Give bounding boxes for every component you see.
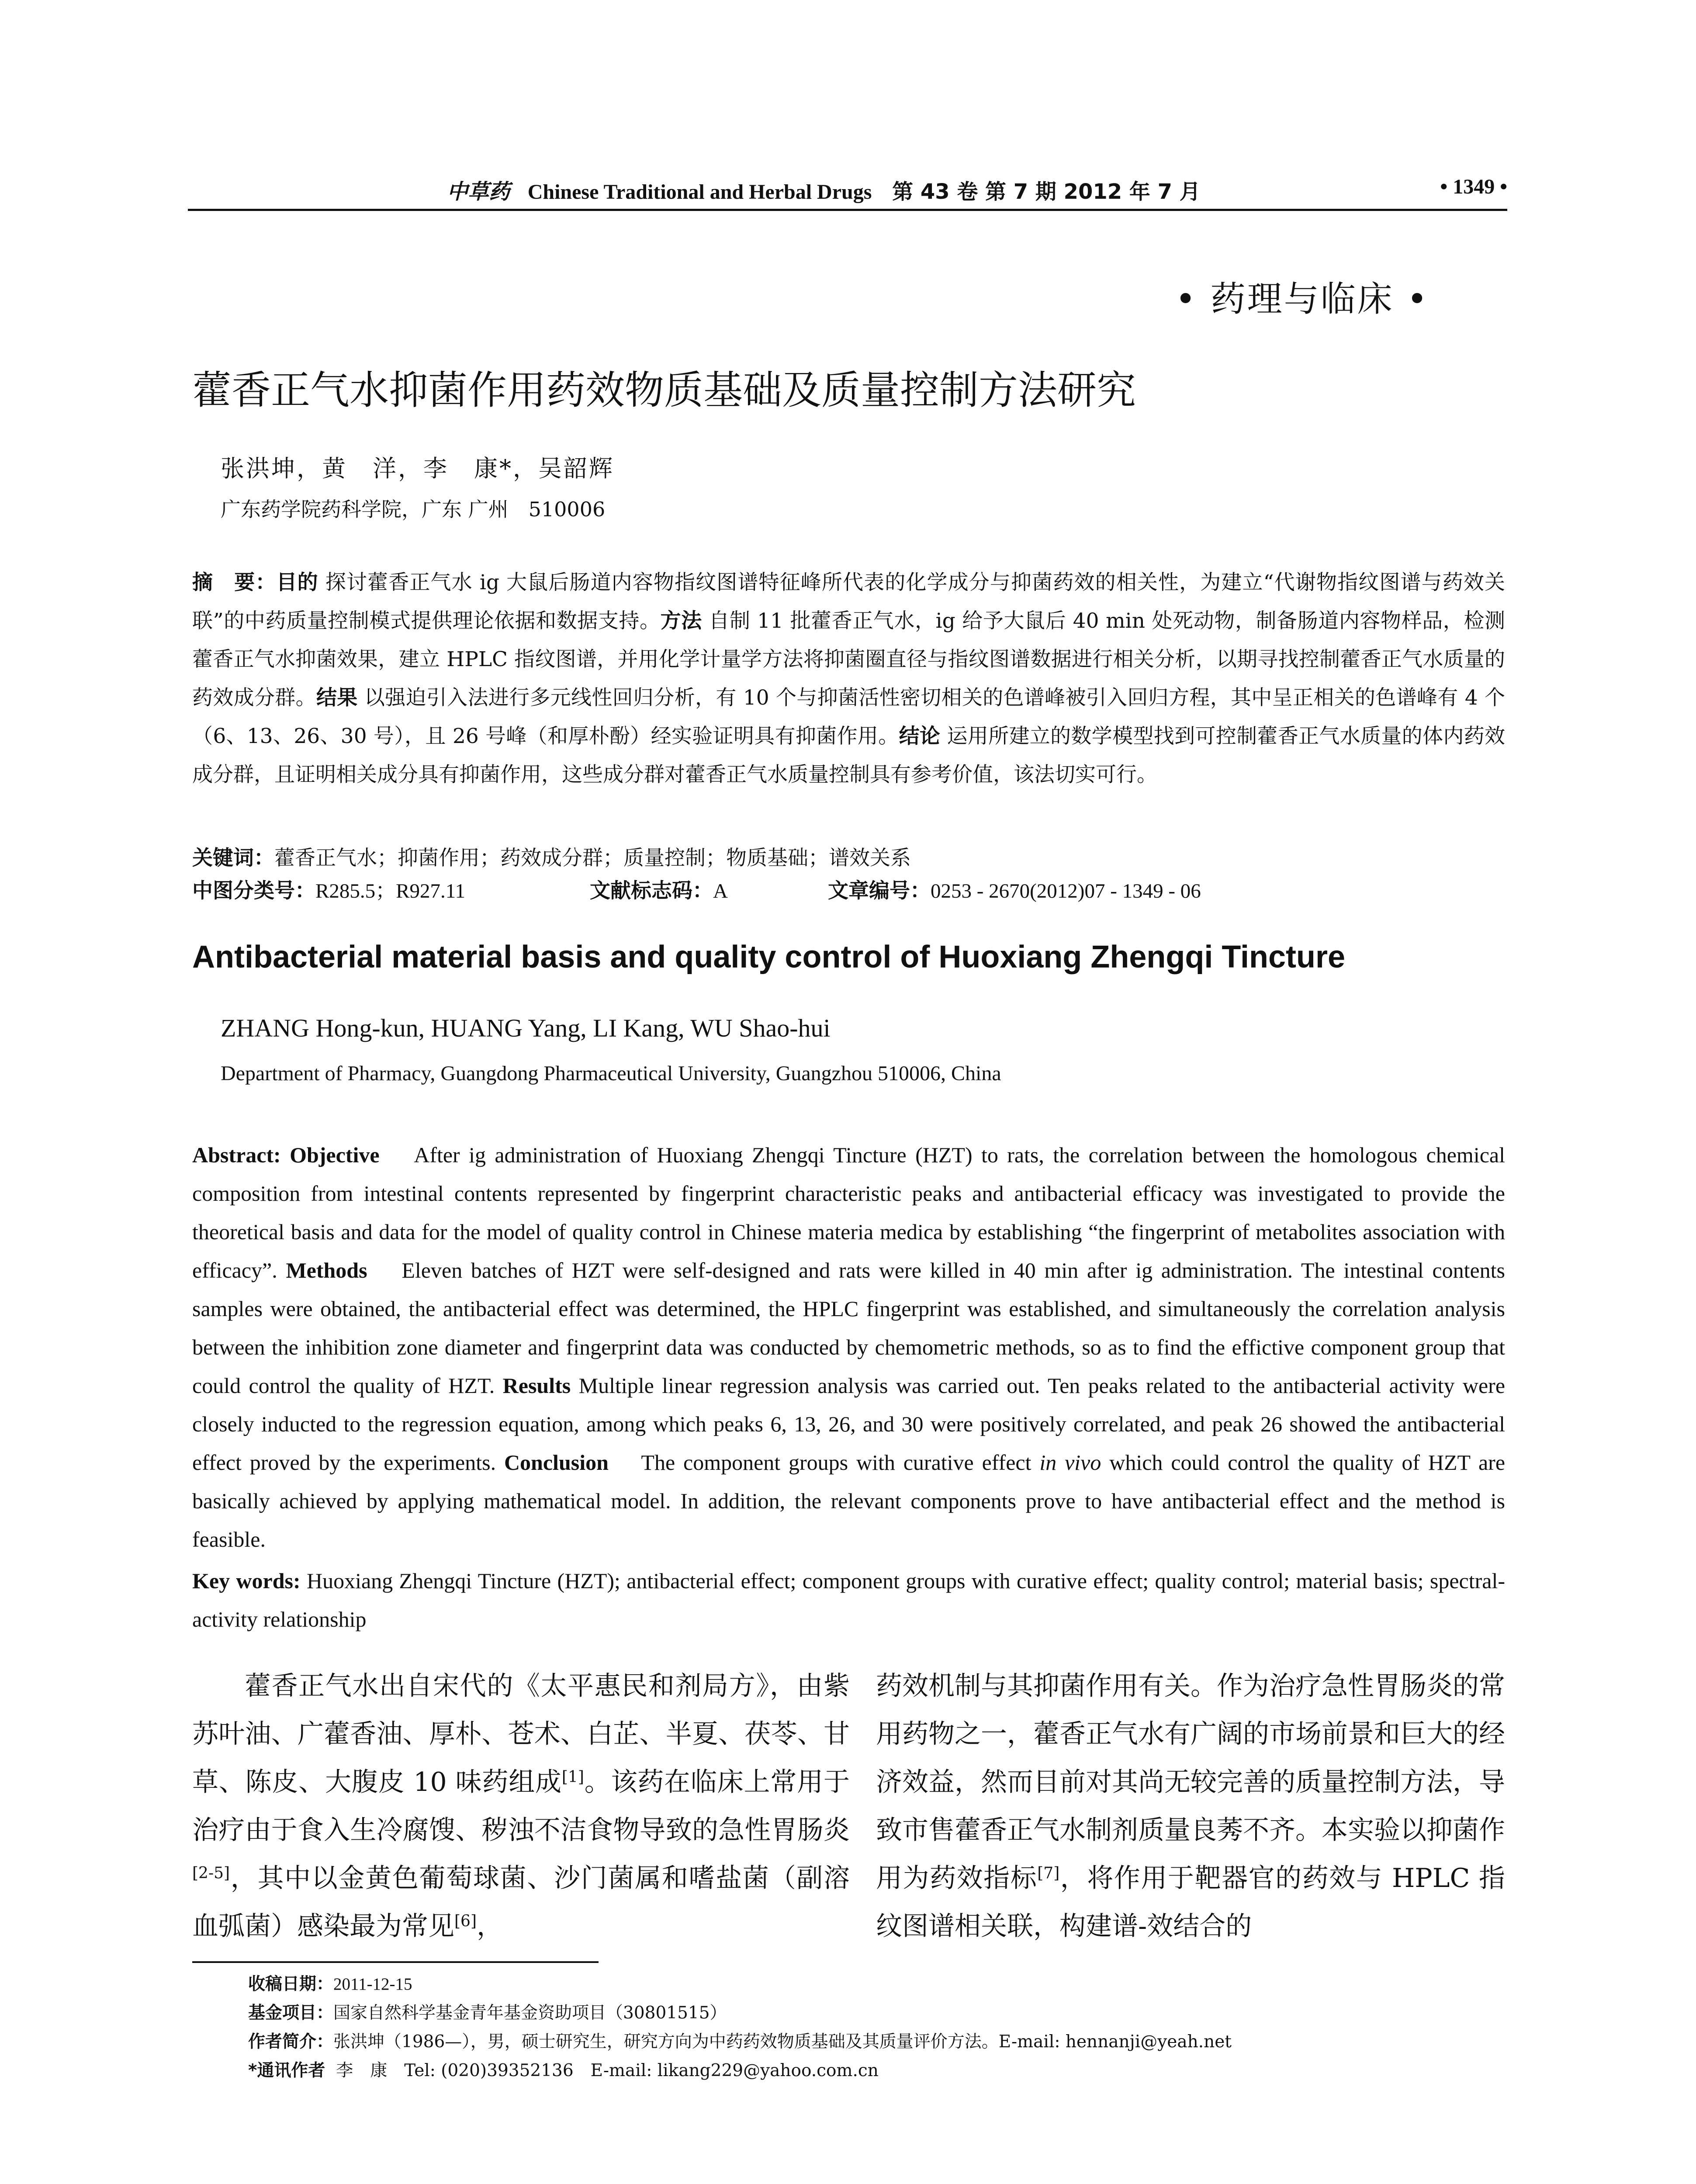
en-results-text: Multiple linear regression analysis was carried out. Ten peaks related to the antibacterial activity were closely inducted to the regression equation, among which peaks 6, 13, 26, and 30 were positively correlated, and peak 26 showed the antibacterial effect proved by the experiments. — [192, 1373, 1506, 1475]
en-conclusion-italic: in vivo — [1039, 1450, 1101, 1475]
footnote-corresponding — [248, 2056, 1506, 2085]
body-text: 。该药在临床上常用于治疗由于食入生冷腐馊、秽浊不洁食物导致的急性胃肠炎 — [192, 1767, 850, 1845]
en-conclusion-label: Conclusion — [504, 1450, 609, 1475]
volume-info: 第 43 卷 第 7 期 2012 年 7 月 — [892, 180, 1201, 204]
cn-methods-label: 方法 — [660, 609, 702, 633]
body-text: 药效机制与其抑菌作用有关。作为治疗急性胃肠炎的常用药物之一，藿香正气水有广阔的市场前景和巨大的经济效益，然而目前对其尚无较完善的质量控制方法，导致市售藿香正气水制剂质量良莠不齐。本实验以抑菌作用为药效指标 — [876, 1671, 1505, 1894]
document-code — [590, 874, 728, 909]
en-keywords-label: Key words: — [192, 1569, 301, 1593]
cn-methods-text: 自制 11 批藿香正气水，ig 给予大鼠后 40 min 处死动物，制备肠道内容物样品，检测藿香正气水抑菌效果，建立 HPLC 指纹图谱，并用化学计量学方法将抑菌圈直径与指纹图谱数据进行相关分析，以期寻找控制藿香正气水质量的药效成分群。 — [192, 609, 1505, 710]
header-rule — [188, 209, 1507, 211]
footnote-text: 国家自然科学基金青年基金资助项目（30801515） — [333, 2003, 727, 2023]
cn-keywords-label: 关键词： — [192, 846, 274, 870]
cn-objective-label: 目的 — [276, 570, 318, 594]
footnote-fund — [248, 1999, 1506, 2028]
cn-classification — [192, 874, 1505, 909]
clc-label: 中图分类号： — [192, 879, 315, 903]
article-id — [828, 874, 1201, 909]
cn-title: 藿香正气水抑菌作用药效物质基础及质量控制方法研究 — [192, 367, 1136, 413]
en-keywords — [192, 1562, 1505, 1638]
en-keywords-text: Huoxiang Zhengqi Tincture (HZT); antibacterial effect; component groups with curative effect; quality control; material basis; spectral-activity relationship — [192, 1569, 1505, 1631]
journal-name — [447, 175, 1201, 205]
footnote-label: 作者简介： — [248, 2032, 334, 2052]
en-authors: ZHANG Hong-kun, HUANG Yang, LI Kang, WU Shao-hui — [221, 1014, 831, 1042]
page-number: • 1349 • — [1440, 175, 1507, 198]
footnote-text: 2011-12-15 — [333, 1975, 412, 1994]
citation[interactable]: [1] — [561, 1768, 584, 1787]
en-objective-text: After ig administration of Huoxiang Zhengqi Tincture (HZT) to rats, the correlation between the homologous chemical composition from intestinal contents represented by fingerprint characteristic peaks and antibacterial efficacy was investigated to provide the theoretical basis and data for the model of quality control in Chinese materia medica by establishing “the fingerprint of metabolites association with efficacy”. — [192, 1143, 1505, 1282]
footnotes — [248, 1970, 1506, 2085]
en-abstract — [192, 1136, 1505, 1559]
body-text: ，将作用于靶器官的药效与 HPLC 指纹图谱相关联，构建谱-效结合的 — [876, 1863, 1506, 1942]
document-code-value: A — [713, 880, 728, 902]
cn-abstract-label: 摘 要： — [192, 570, 277, 594]
cn-objective-text: 探讨藿香正气水 ig 大鼠后肠道内容物指纹图谱特征峰所代表的化学成分与抑菌药效的相关性，为建立“代谢物指纹图谱与药效关联”的中药质量控制模式提供理论依据和数据支持。 — [192, 570, 1506, 633]
citation[interactable]: [7] — [1037, 1864, 1060, 1883]
en-affiliation: Department of Pharmacy, Guangdong Pharmaceutical University, Guangzhou 510006, China — [221, 1062, 1001, 1085]
cn-keywords — [192, 841, 1505, 876]
en-objective-label: Abstract: Objective — [192, 1143, 380, 1167]
footnote-rule — [192, 1961, 599, 1963]
en-methods-text: Eleven batches of HZT were self-designed and rats were killed in 40 min after ig administration. The intestinal contents samples were obtained, the antibacterial effect was determined, the HPLC fingerprint was established, and simultaneously the correlation analysis between the inhibition zone diameter and fingerprint data was conducted by chemometric methods, so as to find the effictive component group that could control the quality of HZT. — [192, 1258, 1506, 1398]
en-conclusion-post: which could control the quality of HZT are basically achieved by applying mathematical model. In addition, the relevant components prove to have antibacterial effect and the method is feasible. — [192, 1450, 1506, 1552]
body-column-left — [192, 1662, 850, 1950]
cn-affiliation: 广东药学院药科学院，广东 广州 510006 — [221, 498, 606, 521]
section-label: • 药理与临床 • — [1175, 279, 1429, 319]
en-results-label: Results — [502, 1373, 571, 1398]
cn-authors: 张洪坤，黄 洋，李 康*，吴韶辉 — [221, 455, 614, 482]
footnote-author — [248, 2028, 1506, 2056]
body-text: 藿香正气水出自宋代的《太平惠民和剂局方》，由紫苏叶油、广藿香油、厚朴、苍术、白芷、半夏、茯苓、甘草、陈皮、大腹皮 10 味药组成 — [192, 1671, 850, 1797]
en-methods-label: Methods — [286, 1258, 367, 1282]
clc-number — [192, 874, 465, 909]
cn-conclusion-text: 运用所建立的数学模型找到可控制藿香正气水质量的体内药效成分群，且证明相关成分具有抑菌作用，这些成分群对藿香正气水质量控制具有参考价值，该法切实可行。 — [192, 724, 1505, 787]
cn-abstract — [192, 563, 1505, 794]
body-column-right — [876, 1662, 1505, 1950]
footnote-received — [248, 1970, 1506, 1999]
en-conclusion-pre: The component groups with curative effect — [641, 1450, 1031, 1475]
journal-name-en: Chinese Traditional and Herbal Drugs — [527, 180, 872, 204]
journal-name-cn: 中草药 — [447, 180, 510, 204]
cn-conclusion-label: 结论 — [899, 724, 941, 748]
cn-keywords-text: 藿香正气水；抑菌作用；药效成分群；质量控制；物质基础；谱效关系 — [274, 846, 911, 870]
cn-results-label: 结果 — [316, 686, 358, 710]
clc-value: R285.5；R927.11 — [315, 880, 465, 902]
body-text: ，其中以金黄色葡萄球菌、沙门菌属和嗜盐菌（副溶血弧菌）感染最为常见 — [192, 1863, 850, 1942]
running-header — [188, 169, 1507, 213]
en-title: Antibacterial material basis and quality control of Huoxiang Zhengqi Tincture — [192, 940, 1346, 975]
body-text: ， — [477, 1911, 503, 1942]
footnote-label: 基金项目： — [248, 2003, 334, 2023]
footnote-text: 张洪坤（1986—），男，硕士研究生，研究方向为中药药效物质基础及其质量评价方法。E-mail: hennanji@yeah.net — [333, 2032, 1232, 2052]
article-id-label: 文章编号： — [828, 879, 931, 903]
article-id-value: 0253 - 2670(2012)07 - 1349 - 06 — [931, 880, 1201, 902]
footnote-label: 收稿日期： — [248, 1974, 334, 1994]
document-code-label: 文献标志码： — [590, 879, 713, 903]
citation[interactable]: [6] — [454, 1912, 477, 1931]
footnote-label: *通讯作者 — [248, 2061, 325, 2080]
citation[interactable]: [2-5] — [192, 1864, 230, 1883]
cn-results-text: 以强迫引入法进行多元线性回归分析，有 10 个与抑菌活性密切相关的色谱峰被引入回归方程，其中呈正相关的色谱峰有 4 个（6、13、26、30 号），且 26 号峰（和厚朴酚）经实验证明具有抑菌作用。 — [192, 686, 1506, 748]
footnote-text: 李 康 Tel: (020)39352136 E-mail: likang229@yahoo.com.cn — [336, 2061, 879, 2080]
